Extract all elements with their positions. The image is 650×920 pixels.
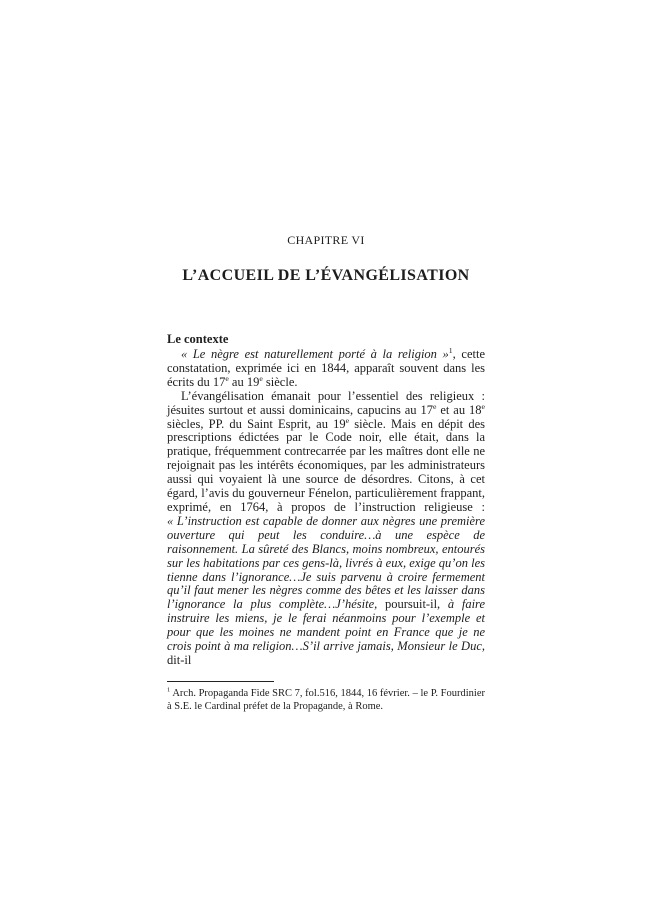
chapter-label: CHAPITRE VI (287, 233, 365, 247)
footnote: $^1$ Arch. Propaganda Fide SRC 7, fol.516, 1844, 16 février. – le P. Fourdinier à S.E. le Cardinal préfet de la Propagande, à Rome. (167, 686, 485, 712)
paragraph-evangelisation: L’évangélisation émanait pour l’essentiel des religieux : jésuites surtout et aussi dominicains, capucins au 17e et au 18e siècles, PP. du Saint Esprit, au 19e siècle. Mais en dépit des prescriptions édictées par le Code noir, elle était, dans la pratique, fréquemment contrecarrée par les maîtres dont elle ne rejoignait pas les intérêts économiques, par les administrateurs aussi qui voyaient là une source de désordres. Citons, à cet égard, l’avis du gouverneur Fénelon, particulièrement frappant, exprimé, en 1764, à propos de l’instruction religieuse : « L’instruction est capable de donner aux nègres une première ouverture qui peut les conduire…à une espèce de raisonnement. La sûreté des Blancs, moins nombreux, entourés sur les habitations par ces gens-là, livrés à eux, exige qu’on les tienne dans l’ignorance…Je suis parvenu à croire fermement qu’il faut mener les nègres comme des bêtes et les laisser dans l’ignorance la plus complète…J’hésite, poursuit-il, à faire instruire les miens, je le ferai néanmoins pour l’exemple et pour que les moines ne mandent point en France que je ne crois point à ma religion…S’il arrive jamais, Monsieur le Duc, dit-il (167, 388, 485, 667)
section-heading: Le contexte (167, 332, 229, 346)
paragraph-quote-intro: « Le nègre est naturellement porté à la religion »$^1$, cette constatation, exprimée ici en 1844, apparaît souvent dans les écrits du 17e au 19e siècle. (167, 345, 485, 389)
page-title: L’ACCUEIL DE L’ÉVANGÉLISATION (182, 267, 470, 284)
footnote-separator (167, 681, 274, 682)
text-column (167, 0, 485, 713)
